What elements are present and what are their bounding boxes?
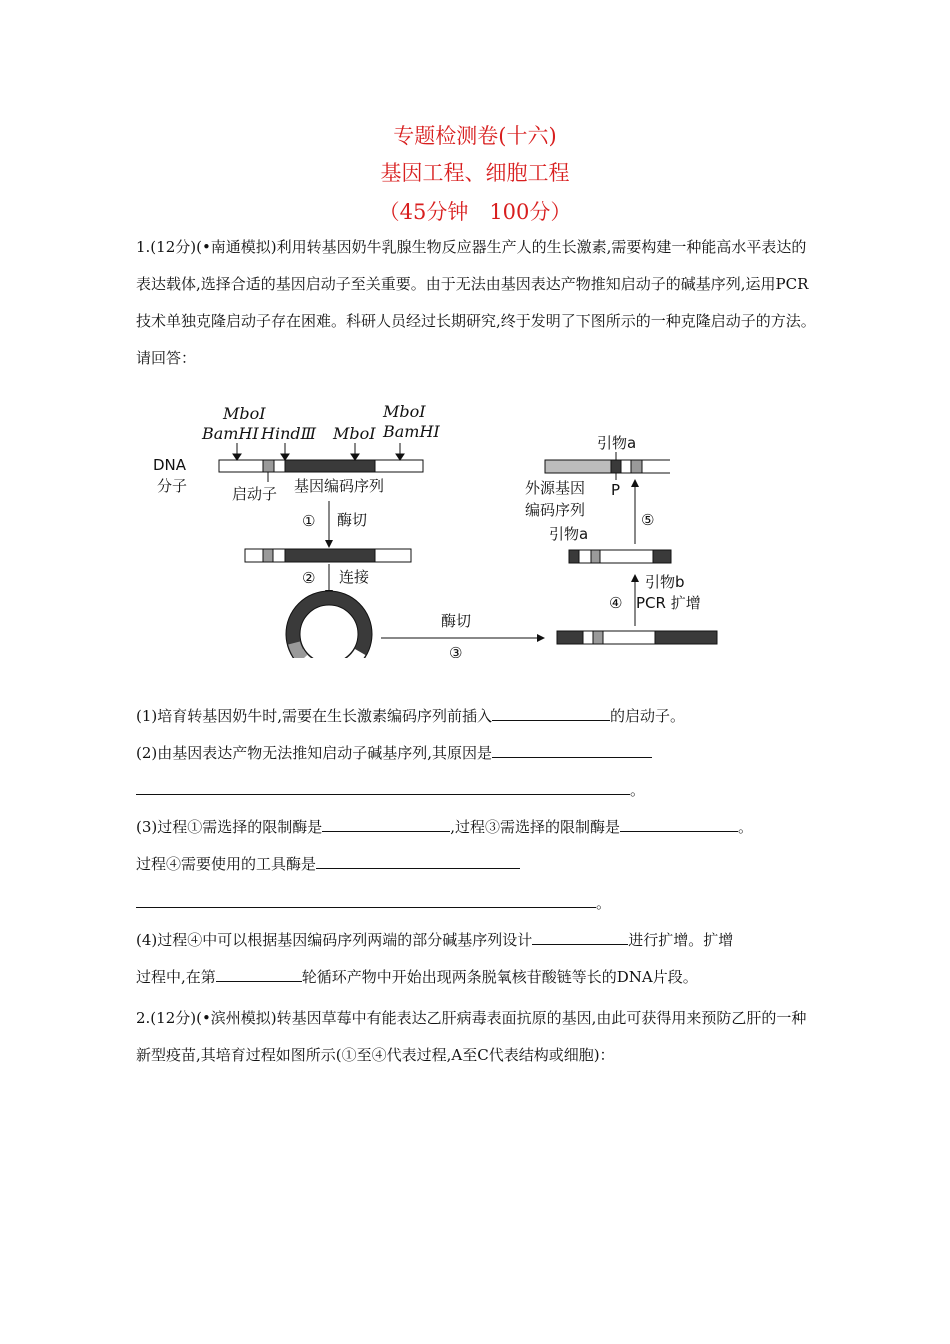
q1-sub2-cont (136, 779, 645, 800)
q1-sub1-text-a: (1)培育转基因奶牛时,需要在生长激素编码序列前插入 (136, 707, 493, 725)
q1-sub3-period: 。 (738, 818, 754, 836)
q1-sub1-text-b: 的启动子。 (610, 707, 686, 725)
mbo-mid-label: MboⅠ (333, 424, 376, 443)
q1-sub3-text-c: 过程④需要使用的工具酶是 (136, 855, 317, 873)
step5-number: ⑤ (641, 511, 655, 529)
page-subtitle: 基因工程、细胞工程 (380, 161, 570, 185)
q1-sub4-blank-a[interactable] (532, 929, 628, 945)
q1-sub4-blank-b[interactable] (216, 966, 302, 982)
pcr-product (569, 550, 671, 563)
linear-template (557, 631, 717, 644)
q1-sub4-text-a: (4)过程④中可以根据基因编码序列两端的部分碱基序列设计 (136, 931, 533, 949)
q1-stem: 1.(12分)(•南通模拟)利用转基因奶牛乳腺生物反应器生产人的生长激素,需要构建一种能高水平表达的表达载体,选择合适的基因启动子至关重要。由于无法由基因表达产物推知启动子的碱基序列,运用PCR技术单独克隆启动子存在困难。科研人员经过长期研究,终于发明了下图所示的一种克隆启动子的方法。请回答： (136, 238, 816, 367)
p-label: P (611, 481, 621, 499)
q1-sub4-text-b: 进行扩增。扩增 (628, 931, 734, 949)
q1-sub3-blank-d[interactable] (136, 892, 596, 908)
site-arrows (233, 443, 404, 460)
q1-sub3-blank-c[interactable] (316, 853, 520, 869)
q1-sub2-period: 。 (630, 781, 646, 799)
foreign-seq-label-1: 外源基因 (525, 479, 586, 497)
primer-a-mid-label: 引物a (549, 525, 589, 543)
step2-label: 连接 (339, 568, 370, 586)
q1-sub2-blank-a[interactable] (492, 742, 652, 758)
q1-sub3-line2 (136, 853, 520, 874)
step1-number: ① (302, 512, 316, 530)
q1-sub4-text-d: 轮循环产物中开始出现两条脱氧核苷酸链等长的DNA片段。 (301, 968, 698, 986)
q1-sub4-text-c: 过程中,在第 (136, 968, 216, 986)
bam-left-label: BamHⅠ (202, 424, 259, 443)
recombinant-product (545, 460, 670, 473)
dna-label-2: 分子 (157, 477, 188, 495)
mbo-left-label: MboⅠ (223, 404, 266, 423)
cut-fragment (245, 549, 411, 562)
step3-label: 酶切 (441, 612, 472, 630)
q1-sub3-blank-b[interactable] (620, 816, 738, 832)
q1-sub4 (136, 929, 733, 950)
mbo-right-label: MboⅠ (383, 402, 426, 421)
coding-seq-label: 基因编码序列 (294, 477, 385, 495)
step1-label: 酶切 (337, 511, 368, 529)
q1-sub3 (136, 816, 753, 837)
step4-number: ④ (609, 594, 623, 612)
q1-sub3-period-2: 。 (596, 894, 612, 912)
foreign-seq-label-2: 编码序列 (525, 501, 586, 519)
step2-number: ② (302, 569, 316, 587)
q1-sub3-blank-a[interactable] (322, 816, 450, 832)
bam-right-label: BamHⅠ (383, 422, 440, 441)
q1-sub2-blank-b[interactable] (136, 779, 630, 795)
q1-sub1-blank[interactable] (492, 705, 610, 721)
q1-sub2-text: (2)由基因表达产物无法推知启动子碱基序列,其原因是 (136, 744, 493, 762)
q1-sub3-cont (136, 892, 611, 913)
time-score: （45分钟 100分） (378, 200, 572, 224)
diagram-svg (145, 398, 735, 658)
promoter-cloning-diagram (145, 398, 735, 662)
q1-sub1 (136, 705, 685, 726)
primer-a-top-label: 引物a (597, 434, 637, 452)
promoter-label: 启动子 (232, 485, 278, 503)
q1-sub2 (136, 742, 652, 763)
q1-sub3-text-a: (3)过程①需选择的限制酶是 (136, 818, 323, 836)
hind-label: HindⅢ (261, 424, 317, 443)
circular-dna (286, 591, 372, 658)
primer-b-label: 引物b (645, 573, 685, 591)
q1-sub4-line2 (136, 966, 698, 987)
page-title: 专题检测卷(十六) (393, 124, 557, 148)
dna-molecule (219, 460, 423, 472)
q2-stem: 2.(12分)(•滨州模拟)转基因草莓中有能表达乙肝病毒表面抗原的基因,由此可获得用来预防乙肝的一种新型疫苗,其培育过程如图所示(①至④代表过程,A至C代表结构或细胞)： (136, 1009, 807, 1064)
step3-number: ③ (449, 644, 463, 658)
q1-sub3-text-b: ,过程③需选择的限制酶是 (450, 818, 621, 836)
step4-label: PCR 扩增 (636, 594, 701, 612)
dna-label-1: DNA (153, 456, 187, 474)
